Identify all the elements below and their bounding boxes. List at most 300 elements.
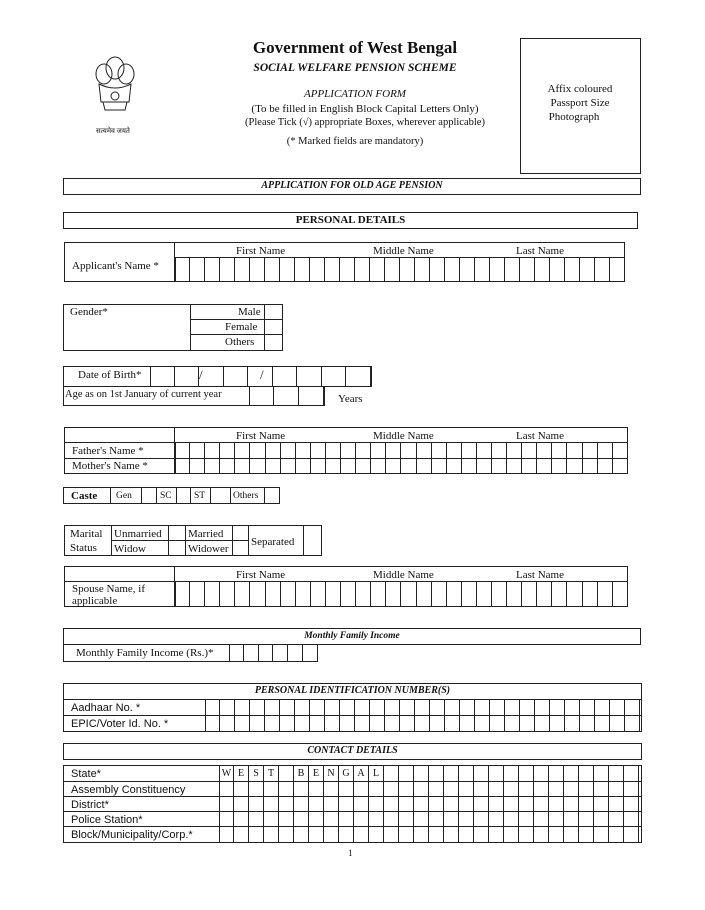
caste-sc[interactable]: SC [160,491,172,501]
char-box[interactable] [609,797,624,811]
char-box[interactable] [609,812,624,826]
char-box[interactable] [265,700,280,715]
char-box[interactable] [311,582,326,606]
char-box[interactable] [250,582,265,606]
char-box[interactable] [369,782,384,796]
char-box[interactable] [250,443,265,458]
char-box[interactable] [534,812,549,826]
char-box[interactable] [219,797,234,811]
char-box[interactable] [279,766,294,781]
char-box[interactable] [384,766,399,781]
char-box[interactable] [429,782,444,796]
age-cells[interactable] [249,387,324,405]
char-box[interactable] [280,700,295,715]
marital-married[interactable]: Married [188,528,224,540]
char-box[interactable] [504,782,519,796]
char-box[interactable] [250,258,265,281]
char-box[interactable] [549,812,564,826]
caste-others[interactable]: Others [233,491,259,501]
char-box[interactable] [266,459,281,473]
char-box[interactable] [444,766,459,781]
char-box[interactable] [400,258,415,281]
char-box[interactable] [235,443,250,458]
char-box[interactable] [339,827,354,842]
char-box[interactable] [309,797,324,811]
char-box[interactable] [235,582,250,606]
char-box[interactable] [279,797,294,811]
char-box[interactable] [429,797,444,811]
char-box[interactable] [489,812,504,826]
char-box[interactable] [429,827,444,842]
char-box[interactable] [234,782,249,796]
char-box[interactable] [299,387,324,405]
char-box[interactable] [326,582,341,606]
char-box[interactable] [459,766,474,781]
char-box[interactable] [625,716,640,731]
char-box[interactable] [550,716,565,731]
caste-gen[interactable]: Gen [116,491,132,501]
char-box[interactable] [219,782,234,796]
char-box[interactable] [310,700,325,715]
char-box[interactable] [249,782,264,796]
char-box[interactable] [522,459,537,473]
char-box[interactable] [504,812,519,826]
char-box[interactable] [219,812,234,826]
char-box[interactable] [594,827,609,842]
char-box[interactable] [595,700,610,715]
char-box[interactable] [205,716,220,731]
char-box[interactable] [417,459,432,473]
char-box[interactable] [474,766,489,781]
char-box[interactable] [369,827,384,842]
char-box[interactable] [385,258,400,281]
char-box[interactable] [220,459,235,473]
char-box[interactable] [220,443,235,458]
char-box[interactable] [520,716,535,731]
char-box[interactable] [175,367,200,386]
char-box[interactable] [296,582,311,606]
char-box[interactable] [609,827,624,842]
char-box[interactable]: S [249,766,264,781]
marital-widower[interactable]: Widower [188,543,229,555]
char-box[interactable] [264,827,279,842]
char-box[interactable] [295,716,310,731]
char-box[interactable] [399,766,414,781]
char-box[interactable] [371,459,386,473]
char-box[interactable] [281,459,296,473]
char-box[interactable] [415,716,430,731]
char-box[interactable] [594,797,609,811]
char-box[interactable] [462,582,477,606]
char-box[interactable] [369,812,384,826]
char-box[interactable] [519,782,534,796]
char-box[interactable] [370,258,385,281]
char-box[interactable] [580,700,595,715]
char-box[interactable] [475,700,490,715]
char-box[interactable] [489,766,504,781]
char-box[interactable] [534,766,549,781]
char-box[interactable] [190,258,205,281]
char-box[interactable] [370,700,385,715]
char-box[interactable] [175,258,190,281]
char-box[interactable] [492,443,507,458]
char-box[interactable] [386,582,401,606]
char-box[interactable]: T [264,766,279,781]
block-cells[interactable] [219,827,639,842]
char-box[interactable] [339,797,354,811]
char-box[interactable] [355,258,370,281]
char-box[interactable] [447,459,462,473]
char-box[interactable] [229,645,244,661]
char-box[interactable] [489,827,504,842]
police-cells[interactable] [219,812,639,826]
char-box[interactable] [295,700,310,715]
char-box[interactable] [279,827,294,842]
applicant-name-cells[interactable] [175,258,625,281]
char-box[interactable] [447,443,462,458]
father-name-cells[interactable] [175,443,628,458]
char-box[interactable] [610,716,625,731]
char-box[interactable] [444,827,459,842]
char-box[interactable] [537,459,552,473]
char-box[interactable] [598,459,613,473]
char-box[interactable] [322,367,347,386]
gender-male[interactable]: Male [238,306,261,318]
char-box[interactable] [401,582,416,606]
state-cells[interactable] [219,766,639,781]
char-box[interactable] [220,582,235,606]
char-box[interactable] [259,645,274,661]
char-box[interactable] [565,258,580,281]
char-box[interactable] [475,258,490,281]
char-box[interactable] [549,766,564,781]
char-box[interactable] [340,258,355,281]
caste-st[interactable]: ST [194,491,206,501]
char-box[interactable] [475,716,490,731]
char-box[interactable] [370,716,385,731]
char-box[interactable] [595,716,610,731]
epic-cells[interactable] [205,716,640,731]
char-box[interactable] [613,582,628,606]
char-box[interactable] [549,782,564,796]
char-box[interactable] [624,797,639,811]
char-box[interactable] [235,258,250,281]
char-box[interactable] [250,459,265,473]
char-box[interactable] [459,797,474,811]
char-box[interactable] [220,700,235,715]
char-box[interactable] [505,716,520,731]
char-box[interactable] [564,766,579,781]
char-box[interactable] [462,459,477,473]
char-box[interactable] [354,827,369,842]
char-box[interactable] [613,459,628,473]
char-box[interactable] [594,782,609,796]
char-box[interactable] [489,797,504,811]
char-box[interactable] [296,459,311,473]
char-box[interactable] [356,459,371,473]
char-box[interactable] [613,443,628,458]
char-box[interactable] [534,782,549,796]
char-box[interactable] [549,827,564,842]
char-box[interactable] [459,827,474,842]
char-box[interactable] [579,812,594,826]
char-box[interactable] [264,782,279,796]
char-box[interactable] [244,645,259,661]
char-box[interactable] [175,443,190,458]
char-box[interactable] [520,700,535,715]
char-box[interactable] [309,812,324,826]
char-box[interactable] [492,459,507,473]
char-box[interactable] [522,582,537,606]
char-box[interactable] [341,582,356,606]
gender-others[interactable]: Others [225,336,255,348]
char-box[interactable] [400,716,415,731]
char-box[interactable] [324,827,339,842]
char-box[interactable] [492,582,507,606]
char-box[interactable] [535,258,550,281]
char-box[interactable] [414,782,429,796]
char-box[interactable] [490,700,505,715]
char-box[interactable]: N [324,766,339,781]
char-box[interactable] [220,716,235,731]
char-box[interactable] [504,797,519,811]
char-box[interactable] [519,766,534,781]
char-box[interactable] [341,459,356,473]
char-box[interactable] [224,367,249,386]
char-box[interactable] [474,797,489,811]
char-box[interactable] [250,716,265,731]
char-box[interactable] [279,812,294,826]
char-box[interactable] [507,459,522,473]
char-box[interactable] [444,812,459,826]
char-box[interactable] [430,716,445,731]
char-box[interactable] [564,827,579,842]
char-box[interactable] [294,797,309,811]
char-box[interactable] [579,827,594,842]
char-box[interactable] [507,443,522,458]
char-box[interactable] [295,258,310,281]
mother-name-cells[interactable] [175,459,628,473]
char-box[interactable] [384,782,399,796]
char-box[interactable] [519,812,534,826]
marital-widow[interactable]: Widow [114,543,146,555]
char-box[interactable] [534,827,549,842]
char-box[interactable] [354,812,369,826]
char-box[interactable] [354,797,369,811]
char-box[interactable] [477,443,492,458]
char-box[interactable]: G [339,766,354,781]
char-box[interactable] [624,766,639,781]
char-box[interactable] [339,812,354,826]
char-box[interactable] [266,582,281,606]
char-box[interactable] [294,782,309,796]
char-box[interactable] [579,782,594,796]
char-box[interactable] [432,443,447,458]
char-box[interactable] [474,827,489,842]
char-box[interactable] [610,258,625,281]
income-cells[interactable] [229,645,318,661]
char-box[interactable] [430,700,445,715]
char-box[interactable] [205,459,220,473]
char-box[interactable] [294,812,309,826]
char-box[interactable] [567,459,582,473]
char-box[interactable] [309,782,324,796]
char-box[interactable] [432,459,447,473]
char-box[interactable] [537,582,552,606]
marital-unmarried[interactable]: Unmarried [114,528,162,540]
char-box[interactable]: A [354,766,369,781]
char-box[interactable] [385,700,400,715]
char-box[interactable] [385,716,400,731]
char-box[interactable] [399,782,414,796]
char-box[interactable] [414,827,429,842]
char-box[interactable] [401,443,416,458]
gender-female[interactable]: Female [225,321,258,333]
char-box[interactable] [552,459,567,473]
char-box[interactable] [624,827,639,842]
char-box[interactable] [355,716,370,731]
char-box[interactable] [371,443,386,458]
char-box[interactable] [325,716,340,731]
char-box[interactable] [432,582,447,606]
char-box[interactable] [460,258,475,281]
char-box[interactable] [583,459,598,473]
char-box[interactable] [250,700,265,715]
char-box[interactable] [505,700,520,715]
char-box[interactable] [583,582,598,606]
char-box[interactable] [567,443,582,458]
char-box[interactable] [190,582,205,606]
char-box[interactable] [205,443,220,458]
char-box[interactable] [399,797,414,811]
char-box[interactable] [150,367,175,386]
char-box[interactable] [346,367,371,386]
char-box[interactable] [610,700,625,715]
char-box[interactable] [489,782,504,796]
char-box[interactable] [401,459,416,473]
char-box[interactable] [445,258,460,281]
char-box[interactable] [249,827,264,842]
char-box[interactable] [474,782,489,796]
char-box[interactable] [430,258,445,281]
char-box[interactable] [445,700,460,715]
char-box[interactable] [175,582,190,606]
assembly-cells[interactable] [219,782,639,796]
char-box[interactable] [429,812,444,826]
char-box[interactable] [399,812,414,826]
char-box[interactable] [534,797,549,811]
char-box[interactable] [386,459,401,473]
marital-separated[interactable]: Separated [251,536,295,548]
char-box[interactable] [535,716,550,731]
char-box[interactable] [477,459,492,473]
char-box[interactable] [445,716,460,731]
char-box[interactable] [310,716,325,731]
char-box[interactable] [220,258,235,281]
char-box[interactable] [598,582,613,606]
char-box[interactable]: W [219,766,234,781]
char-box[interactable] [235,716,250,731]
char-box[interactable] [414,812,429,826]
char-box[interactable] [311,459,326,473]
char-box[interactable] [205,582,220,606]
char-box[interactable] [477,582,492,606]
char-box[interactable] [609,782,624,796]
spouse-name-cells[interactable] [175,582,628,606]
char-box[interactable] [280,716,295,731]
char-box[interactable] [594,812,609,826]
char-box[interactable] [594,766,609,781]
char-box[interactable] [355,700,370,715]
char-box[interactable] [565,700,580,715]
char-box[interactable] [564,812,579,826]
char-box[interactable] [624,782,639,796]
char-box[interactable]: L [369,766,384,781]
char-box[interactable] [580,258,595,281]
char-box[interactable] [294,827,309,842]
char-box[interactable] [505,258,520,281]
char-box[interactable] [219,827,234,842]
char-box[interactable] [339,782,354,796]
char-box[interactable] [288,645,303,661]
char-box[interactable] [309,827,324,842]
char-box[interactable] [520,258,535,281]
char-box[interactable] [519,797,534,811]
char-box[interactable] [444,782,459,796]
char-box[interactable] [281,443,296,458]
char-box[interactable] [249,797,264,811]
char-box[interactable] [550,258,565,281]
char-box[interactable] [414,797,429,811]
char-box[interactable] [552,582,567,606]
char-box[interactable] [297,367,322,386]
char-box[interactable] [459,812,474,826]
char-box[interactable] [205,258,220,281]
char-box[interactable] [447,582,462,606]
char-box[interactable] [598,443,613,458]
char-box[interactable] [249,387,274,405]
char-box[interactable] [460,716,475,731]
char-box[interactable]: E [234,766,249,781]
char-box[interactable] [550,700,565,715]
char-box[interactable] [519,827,534,842]
char-box[interactable] [580,716,595,731]
char-box[interactable] [341,443,356,458]
char-box[interactable]: B [294,766,309,781]
char-box[interactable] [490,716,505,731]
char-box[interactable] [564,782,579,796]
char-box[interactable] [369,797,384,811]
char-box[interactable] [522,443,537,458]
char-box[interactable] [459,782,474,796]
char-box[interactable] [462,443,477,458]
char-box[interactable] [565,716,580,731]
char-box[interactable] [311,443,326,458]
char-box[interactable] [340,700,355,715]
char-box[interactable] [235,459,250,473]
char-box[interactable] [324,782,339,796]
char-box[interactable] [609,766,624,781]
char-box[interactable] [281,582,296,606]
char-box[interactable] [264,812,279,826]
char-box[interactable] [417,443,432,458]
char-box[interactable] [325,700,340,715]
char-box[interactable] [386,443,401,458]
char-box[interactable] [354,782,369,796]
char-box[interactable] [190,459,205,473]
char-box[interactable] [552,443,567,458]
char-box[interactable] [340,716,355,731]
